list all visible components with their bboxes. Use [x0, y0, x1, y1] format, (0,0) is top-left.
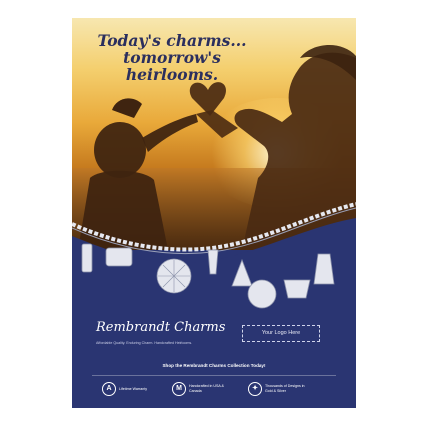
headline: [72, 32, 272, 83]
badge-label: Handcrafted in USA & Canada: [189, 384, 224, 393]
lighthouse-charm: [82, 244, 92, 272]
badge-handcrafted: [172, 380, 233, 398]
headline-line-2: tomorrow's: [123, 48, 221, 67]
badge-label: Thousands of Designs in Gold & Silver: [265, 384, 305, 393]
cross-charm: [208, 250, 218, 274]
brand-tagline: Affordable Quality. Enduring Charm. Handcrafted Heirlooms.: [96, 341, 193, 345]
brand-logo: Rembrandt Charms: [96, 320, 226, 335]
anchor-charm: [232, 260, 252, 286]
badge-designs: [248, 380, 309, 398]
charms-poster: [72, 18, 356, 408]
love-you-more-charm: [248, 280, 276, 308]
pineapple-charm: [314, 254, 334, 284]
maple-leaf-icon: M: [172, 382, 186, 396]
headline-line-1: Today's charms...: [97, 31, 247, 50]
designs-icon: ✦: [248, 382, 262, 396]
trolley-charm: [106, 248, 132, 266]
badge-warranty: [102, 380, 163, 398]
cta-text: Shop the Rembrandt Charms Collection Today!: [162, 363, 266, 368]
logo-placeholder: Your Logo Here: [242, 325, 320, 342]
bucket-charm: [284, 280, 310, 298]
warranty-icon: A: [102, 382, 116, 396]
headline-line-3: heirlooms.: [125, 65, 219, 84]
badge-label: Lifetime Warranty: [119, 386, 148, 391]
charm-bracelet: [72, 194, 356, 314]
divider: [92, 375, 336, 376]
